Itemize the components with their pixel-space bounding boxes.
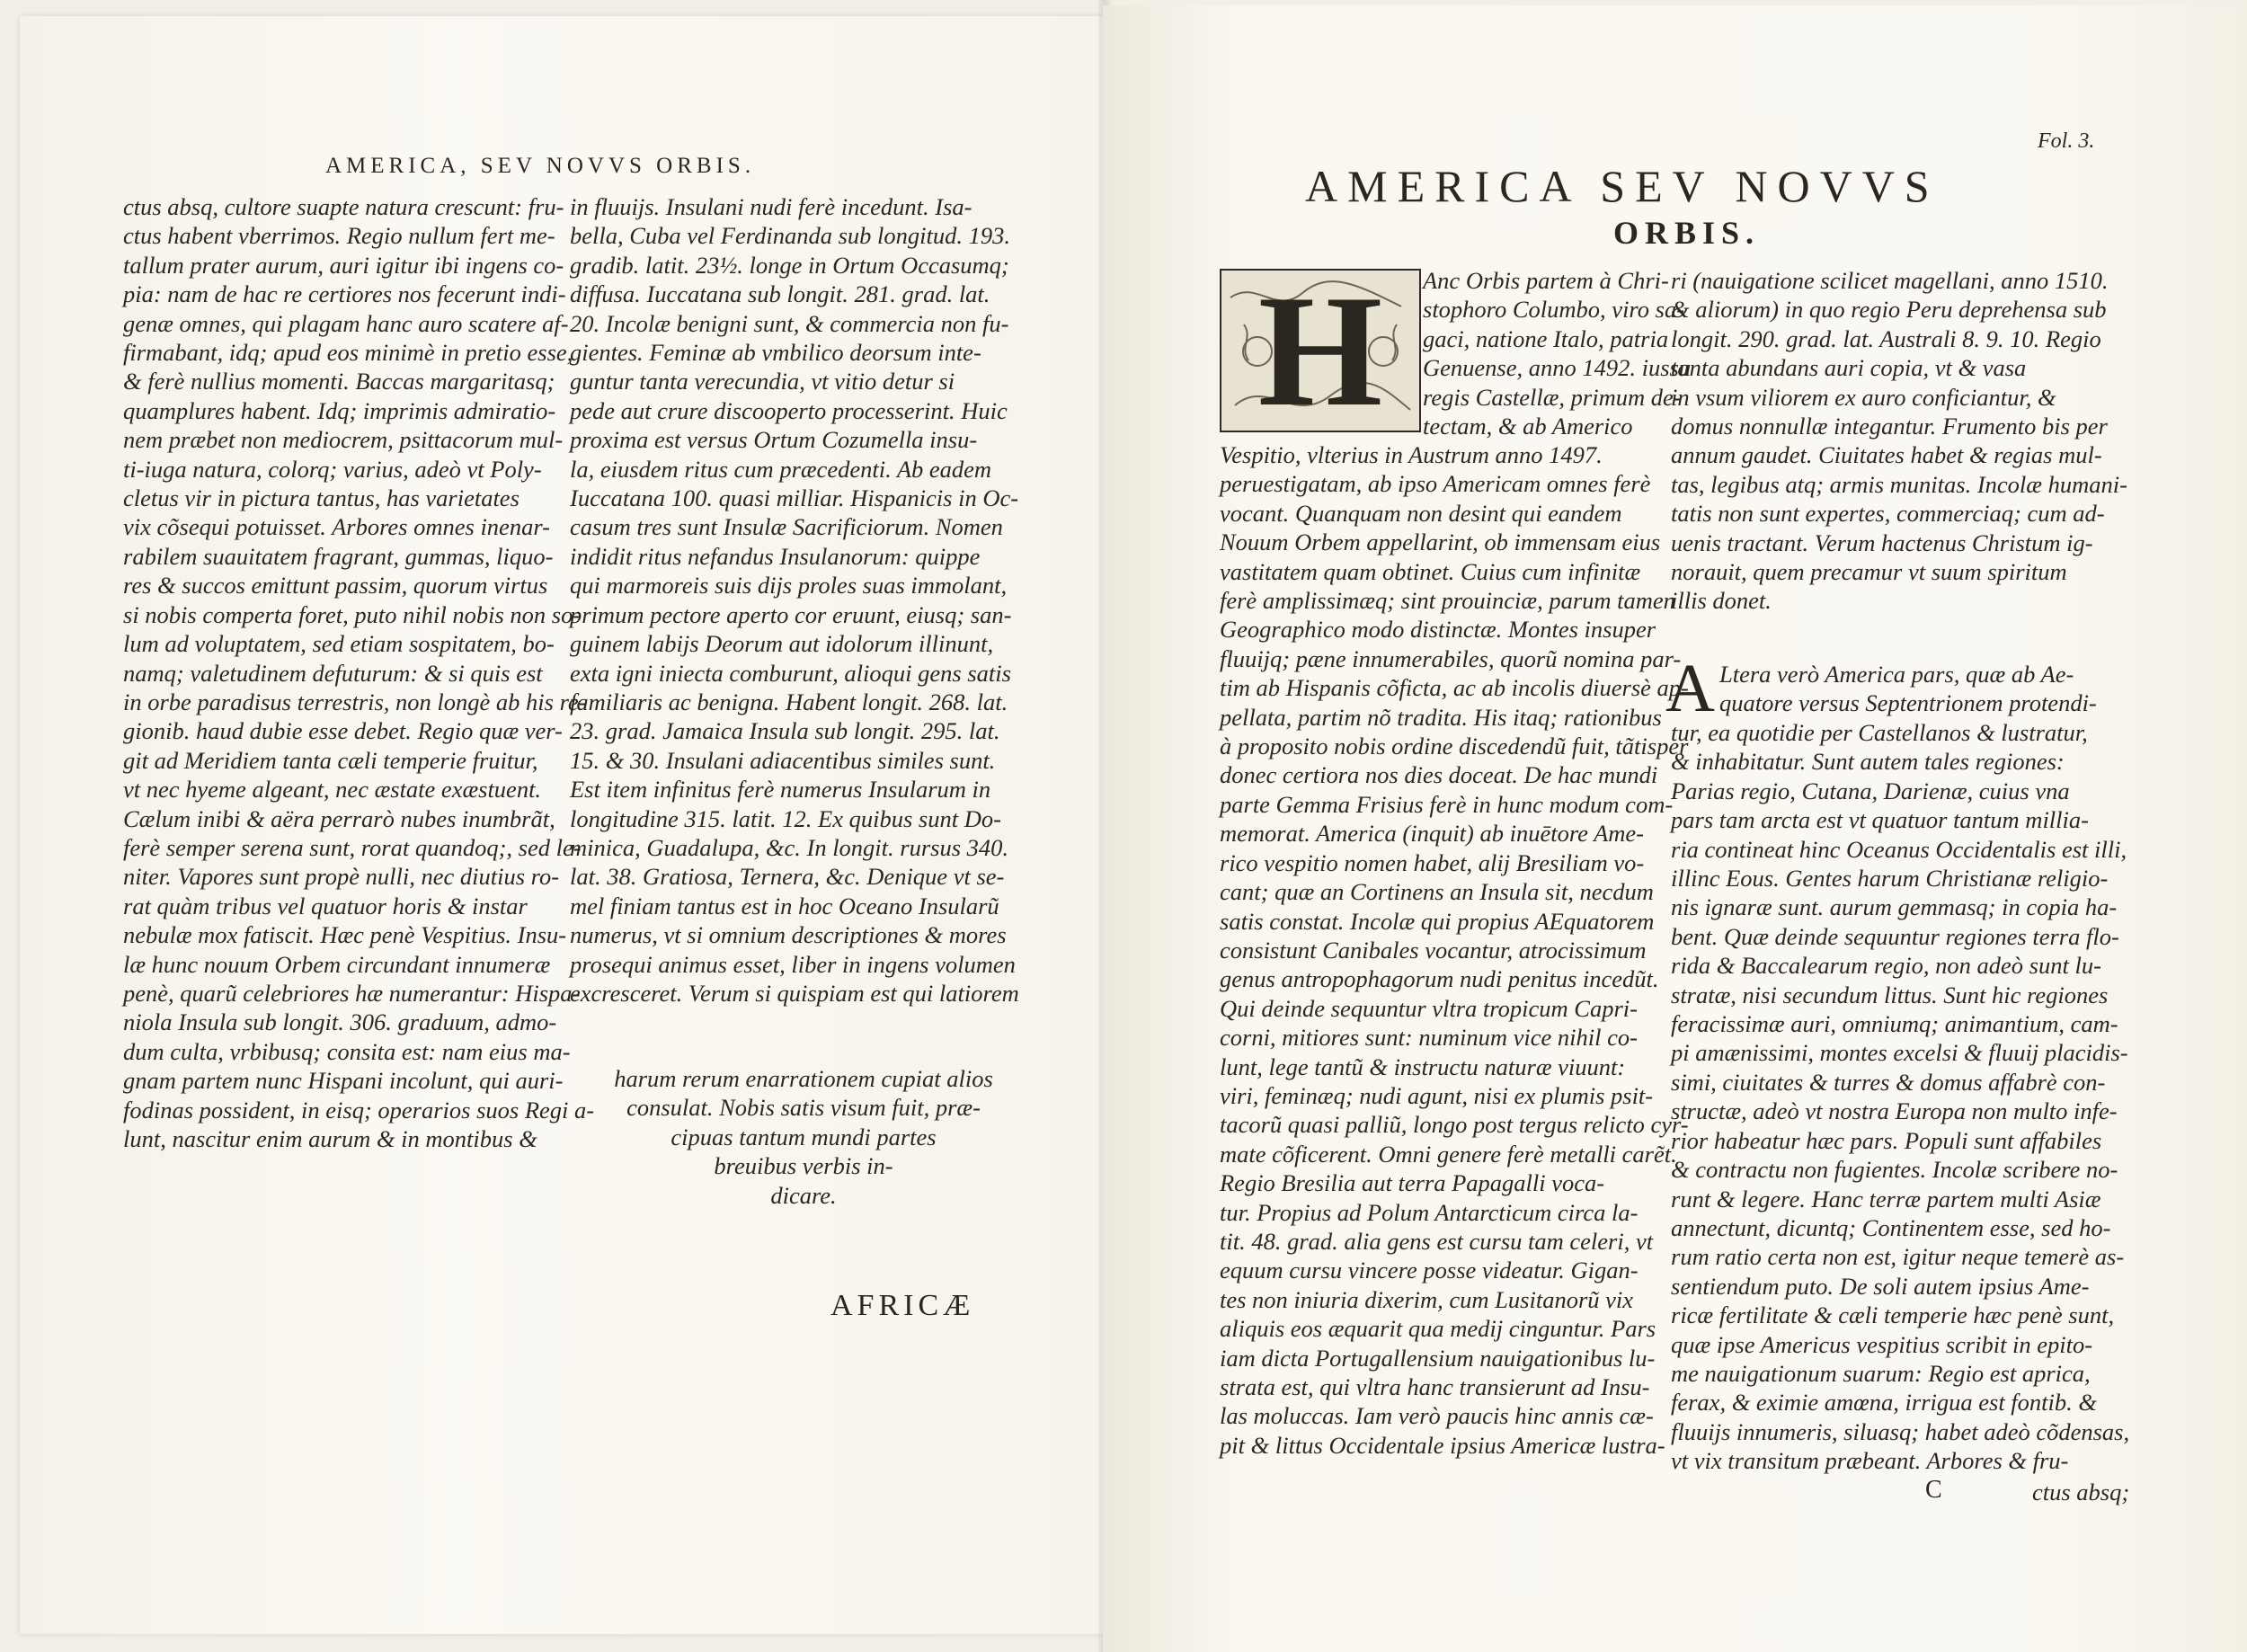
text-line: Cælum inibi & aëra perrarò nubes inumbrãt, (123, 804, 555, 832)
text-line: quamplures habent. Idq; imprimis admiratio- (123, 396, 556, 424)
text-line: runt & legere. Hanc terræ partem multi Asiæ (1671, 1185, 2101, 1212)
text-line: consistunt Canibales vocantur, atrocissimum (1220, 936, 1647, 964)
text-line: aliquis eos æquarit qua medij cinguntur. Pars (1220, 1315, 1656, 1343)
text-line: quatore versus Septentrionem protendi- (1719, 689, 2097, 717)
text-line: ferax, & eximie amœna, irrigua est fontib. & (1671, 1389, 2098, 1417)
text-line: pit & littus Occidentale ipsius Americæ lustra- (1220, 1431, 1665, 1459)
text-line: tur. Propius ad Polum Antarcticum circa la- (1220, 1198, 1639, 1226)
text-line: vocant. Quanquam non desint qui eandem (1220, 499, 1622, 527)
text-line: Qui deinde sequuntur vltra tropicum Capri- (1220, 994, 1638, 1022)
text-line: namq; valetudinem defuturum: & si quis est (123, 659, 543, 687)
text-line: gnam partem nunc Hispani incolunt, qui auri- (123, 1067, 564, 1095)
text-line: pede aut crure discooperto processerint. Huic (570, 396, 1008, 424)
text-line: Nouum Orbem appellarint, ob immensam eius (1220, 528, 1661, 556)
text-line: la, eiusdem ritus cum præcedenti. Ab eadem (570, 455, 992, 483)
text-line: primum pectore aperto cor eruunt, eiusq; san- (570, 600, 1012, 628)
text-line: niola Insula sub longit. 306. graduum, admo- (123, 1008, 557, 1036)
text-line: Est item infinitus ferè numerus Insularum in (570, 776, 991, 804)
text-line: gaci, natione Italo, patria (1423, 324, 1669, 352)
text-line: rabilem suauitatem fragrant, gummas, liquo- (123, 542, 554, 570)
catchword-right: ctus absq; (2032, 1479, 2130, 1505)
text-line: peruestigatam, ab ipso Americam omnes ferè (1220, 470, 1651, 498)
text-line: domus nonnullæ integantur. Frumento bis per (1671, 413, 2108, 440)
text-line: tallum prater aurum, auri igitur ibi ingens co- (123, 251, 564, 279)
text-line: rum ratio certa non est, igitur neque temerè as- (1671, 1243, 2125, 1271)
text-line: Parias regio, Cutana, Darienæ, cuius vna (1671, 777, 2070, 804)
text-line: numerus, vt si omnium descriptiones & mores (570, 921, 1007, 949)
right-column-1-beside-initial (1423, 266, 1692, 440)
text-line: tit. 48. grad. alia gens est cursu tam celeri, vt (1220, 1227, 1654, 1255)
text-line: git ad Meridiem tanta cæli temperie fruitur, (123, 746, 538, 774)
text-line: qui marmoreis suis dijs proles suas immolant, (570, 572, 1008, 600)
text-line: proxima est versus Ortum Cozumella insu- (570, 426, 978, 454)
text-line: vix cõsequi potuisset. Arbores omnes inenar- (123, 513, 550, 541)
text-line: pars tam arcta est vt quatuor tantum millia- (1671, 806, 2089, 834)
signature-mark: C (1925, 1476, 1942, 1504)
text-line: excresceret. Verum si quispiam est qui latiorem (570, 979, 1019, 1007)
text-line: annum gaudet. Ciuitates habet & regias mul- (1671, 441, 2102, 469)
text-line: corni, mitiores sunt: numinum vice nihil co- (1220, 1024, 1638, 1052)
text-line: in orbe paradisus terrestris, non longè ab his re- (123, 688, 587, 715)
text-line: ricæ fertilitate & cæli temperie hæc penè sunt, (1671, 1301, 2115, 1329)
left-column-1 (123, 192, 595, 1153)
text-line: donec certiora nos dies doceat. De hac mundi (1220, 761, 1658, 789)
text-line: illinc Eous. Gentes harum Christianæ religio- (1671, 865, 2109, 893)
text-line: gradib. latit. 23½. longe in Ortum Occasumq; (570, 251, 1009, 279)
initial-letter: H (1257, 262, 1383, 440)
text-line: si nobis comperta foret, puto nihil nobis non so- (123, 600, 582, 628)
text-line: & aliorum) in quo regio Peru deprehensa sub (1671, 296, 2107, 324)
text-line: à proposito nobis ordine discedendũ fuit, tãtisper (1220, 733, 1689, 760)
text-line: mate cõficerent. Omni genere ferè metalli carẽt. (1220, 1140, 1677, 1168)
text-line: longitudine 315. latit. 12. Ex quibus sunt Do- (570, 804, 1001, 832)
text-line: breuibus verbis in- (714, 1152, 893, 1180)
text-line: pia: nam de hac re certiores nos fecerunt indi- (123, 280, 566, 308)
text-line: vt nec hyeme algeant, nec æstate exæstuent. (123, 776, 542, 804)
page-subtitle: ORBIS. (1613, 215, 1761, 251)
text-line: simi, ciuitates & turres & domus affabrè con- (1671, 1068, 2106, 1096)
text-line: firmabant, idq; apud eos minimè in pretio esse, (123, 339, 573, 367)
text-line: nebulæ mox fatiscit. Hæc penè Vespitius. Insu- (123, 921, 567, 949)
text-line: parte Gemma Frisius ferè in hunc modum com- (1220, 790, 1674, 818)
text-line: lum ad voluptatem, sed etiam sospitatem, bo- (123, 630, 555, 658)
text-line: in fluuijs. Insulani nudi ferè incedunt. Isa- (570, 193, 973, 220)
text-line: lunt, lege tantũ & instructu naturæ viuunt: (1220, 1052, 1626, 1080)
right-column-1 (1220, 440, 1689, 1460)
text-line: nis ignaræ sunt. aurum gemmasq; in copia ha- (1671, 893, 2118, 921)
text-line: nem præbet non mediocrem, psittacorum mul- (123, 426, 564, 454)
page-title: AMERICA SEV NOVVS (1305, 161, 1940, 211)
text-line: tim ab Hispanis cõficta, ac ab incolis diuersè ap- (1220, 674, 1689, 702)
decorated-initial (1220, 262, 1421, 440)
text-line: rior habeatur hæc pars. Populi sunt affabiles (1671, 1126, 2102, 1154)
text-line: consulat. Nobis satis visum fuit, præ- (626, 1094, 981, 1122)
text-line: longit. 290. grad. lat. Australi 8. 9. 10. Regio (1671, 324, 2101, 352)
text-line: norauit, quem precamur vt suum spiritum (1671, 558, 2067, 586)
right-page (1103, 5, 2247, 1652)
text-line: cletus vir in pictura tantus, has varietates (123, 484, 520, 512)
text-line: structæ, adeò vt nostra Europa non multo infe- (1671, 1097, 2118, 1125)
right-column-2 (1671, 266, 2138, 616)
text-line: rat quàm tribus vel quatuor horis & instar (123, 892, 528, 919)
text-line: exta igni iniecta comburunt, alioqui gens satis (570, 659, 1011, 687)
text-line: tanta abundans auri copia, vt & vasa (1671, 354, 2027, 382)
text-line: fluuijs innumeris, siluasq; habet adeò cõdensas, (1671, 1417, 2130, 1445)
text-line: memorat. America (inquit) ab inuētore Ame- (1220, 820, 1645, 848)
text-line: pi amænissimi, montes excelsi & fluuij placidis- (1671, 1039, 2128, 1067)
text-line: annectunt, dicuntq; Continentem esse, sed ho- (1671, 1213, 2111, 1241)
text-line: Genuense, anno 1492. iussu (1423, 354, 1692, 382)
text-line: & inhabitatur. Sunt autem tales regiones: (1671, 748, 2065, 776)
text-line: 20. Incolæ benigni sunt, & commercia non fu- (570, 309, 1009, 337)
text-line: las moluccas. Iam verò paucis hinc annis cæ- (1220, 1402, 1654, 1430)
text-line: Ltera verò America pars, quæ ab Ae- (1719, 661, 2074, 688)
left-page (20, 16, 1103, 1634)
text-line: cant; quæ an Cortinens an Insula sit, necdum (1220, 878, 1654, 906)
folio-number: Fol. 3. (2038, 129, 2095, 153)
text-line: fluuijq; pæne innumerabiles, quorũ nomina par- (1220, 644, 1682, 672)
text-line: me nauigationum suarum: Regio est aprica, (1671, 1359, 2091, 1387)
text-line: dum culta, vrbibusq; consita est: nam eius ma- (123, 1037, 571, 1065)
text-line: fodinas possident, in eisq; operarios suos Regi a- (123, 1096, 595, 1124)
text-line: genus antropophagorum nudi penitus incedũt. (1220, 965, 1659, 993)
text-line: ferè semper serena sunt, rorat quandoq;, sed le- (123, 833, 582, 861)
text-line: rida & Baccalearum regio, non adeò sunt lu- (1671, 952, 2101, 980)
text-line: tacorũ quasi palliũ, longo post tergus relicto cyr- (1220, 1111, 1689, 1139)
text-line: ri (nauigatione scilicet magellani, anno 1510. (1671, 267, 2109, 294)
text-line: guntur tanta verecundia, vt vitio detur si (570, 368, 955, 395)
text-line: sentiendum puto. De soli autem ipsius Ame- (1671, 1272, 2090, 1300)
text-line: illis donet. (1671, 587, 1772, 615)
text-line: quæ ipse Americus vespitius scribit in epito- (1671, 1330, 2093, 1358)
text-line: harum rerum enarrationem cupiat alios (614, 1065, 993, 1092)
text-line: ctus absq, cultore suapte natura crescunt: fru- (123, 193, 564, 220)
drop-cap-A: A (1665, 651, 1715, 726)
text-line: Geographico modo distinctæ. Montes insuper (1220, 616, 1656, 644)
text-line: Vespitio, vlterius in Austrum anno 1497. (1220, 441, 1603, 468)
text-line: ti-iuga natura, colorq; varius, adeò vt Poly- (123, 455, 542, 483)
text-line: stratæ, nisi secundum littus. Sunt hic regiones (1671, 981, 2109, 1008)
text-line: cipuas tantum mundi partes (671, 1123, 937, 1150)
text-line: vt vix transitum præbeant. Arbores & fru- (1671, 1447, 2069, 1475)
text-line: Anc Orbis partem à Chri- (1423, 267, 1669, 294)
text-line: tatis non sunt expertes, commerciaq; cum ad- (1671, 500, 2105, 528)
text-line: bella, Cuba vel Ferdinanda sub longitud. 193. (570, 222, 1010, 250)
text-line: uenis tractant. Verum hactenus Christum ig- (1671, 528, 2093, 556)
text-line: prosequi animus esset, liber in ingens volumen (570, 950, 1016, 978)
text-line: stophoro Columbo, viro sa- (1423, 296, 1685, 324)
text-line: viri, feminæq; nudi agunt, nisi ex plumis psit- (1220, 1081, 1654, 1109)
text-line: iam dicta Portugallensium nauigationibus lu- (1220, 1344, 1656, 1372)
text-line: rico vespitio nomen habet, alij Bresiliam vo- (1220, 848, 1645, 876)
text-line: tectam, & ab Americo (1423, 413, 1633, 440)
text-line: tas, legibus atq; armis munitas. Incolæ humani- (1671, 470, 2127, 498)
catchword: AFRICÆ (830, 1289, 975, 1322)
text-line: ctus habent vberrimos. Regio nullum fert me- (123, 222, 555, 250)
text-line: in vsum viliorem ex auro conficiantur, & (1671, 383, 2056, 411)
text-line: equum cursu vincere posse videatur. Gigan- (1220, 1257, 1639, 1284)
text-line: bent. Quæ deinde sequuntur regiones terra flo- (1671, 922, 2119, 950)
text-line: ferè amplissimæq; sint prouinciæ, parum tamen (1220, 587, 1675, 615)
text-line: penè, quarũ celebriores hæ numerantur: Hispa- (123, 979, 581, 1007)
text-line: & ferè nullius momenti. Baccas margaritasq; (123, 368, 555, 395)
text-line: guinem labijs Deorum aut idolorum illinunt, (570, 630, 994, 658)
right-column-2-part2 (1671, 718, 2138, 1476)
text-line: res & succos emittunt passim, quorum virtus (123, 572, 548, 600)
text-line: diffusa. Iuccatana sub longit. 281. grad. lat. (570, 280, 990, 308)
text-line: tes non iniuria dixerim, cum Lusitanorũ vix (1220, 1285, 1634, 1313)
running-head: AMERICA, SEV NOVVS ORBIS. (325, 154, 756, 178)
text-line: 15. & 30. Insulani adiacentibus similes sunt. (570, 746, 996, 774)
text-line: lunt, nascitur enim aurum & in montibus & (123, 1125, 537, 1152)
right-column-2-part2-opening (1719, 660, 2142, 718)
text-line: feracissimæ auri, omniumq; animantium, cam- (1671, 1010, 2118, 1038)
text-line: strata est, qui vltra hanc transierunt ad Insu- (1220, 1373, 1650, 1400)
text-line: ria contineat hinc Oceanus Occidentalis est illi, (1671, 835, 2127, 863)
text-line: familiaris ac benigna. Habent longit. 268. lat. (570, 688, 1008, 715)
text-line: pellata, partim nõ tradita. His itaq; rationibus (1220, 703, 1662, 731)
text-line: gionib. haud dubie esse debet. Regio quæ ver- (123, 717, 563, 745)
text-line: & contractu non fugientes. Incolæ scribere no- (1671, 1156, 2118, 1184)
text-line: minica, Guadalupa, &c. In longit. rursus 340. (570, 833, 1009, 861)
text-line: gientes. Feminæ ab vmbilico deorsum inte- (570, 339, 981, 367)
text-line: Iuccatana 100. quasi milliar. Hispanicis in Oc- (570, 484, 1019, 512)
text-line: Regio Bresilia aut terra Papagalli voca- (1220, 1169, 1605, 1197)
text-line: genæ omnes, qui plagam hanc auro scatere af- (123, 309, 569, 337)
text-line: niter. Vapores sunt propè nulli, nec diutius ro- (123, 863, 560, 891)
left-column-2-closing (570, 1064, 1037, 1210)
text-line: lat. 38. Gratiosa, Ternera, &c. Denique vt se- (570, 863, 1005, 891)
text-line: satis constat. Incolæ qui propius AEquatorem (1220, 907, 1655, 935)
text-line: 23. grad. Jamaica Insula sub longit. 295. lat. (570, 717, 1000, 745)
text-line: tur, ea quotidie per Castellanos & lustratur, (1671, 719, 2088, 746)
text-line: mel finiam tantus est in hoc Oceano Insularũ (570, 892, 999, 919)
text-line: vastitatem quam obtinet. Cuius cum infinitæ (1220, 557, 1641, 585)
text-line: indidit ritus nefandus Insulanorum: quippe (570, 542, 981, 570)
text-line: dicare. (770, 1181, 837, 1209)
left-column-2 (570, 192, 1037, 1008)
text-line: casum tres sunt Insulæ Sacrificiorum. Nomen (570, 513, 1003, 541)
text-line: læ hunc nouum Orbem circundant innumeræ (123, 950, 551, 978)
text-line: regis Castellæ, primum de- (1423, 383, 1682, 411)
